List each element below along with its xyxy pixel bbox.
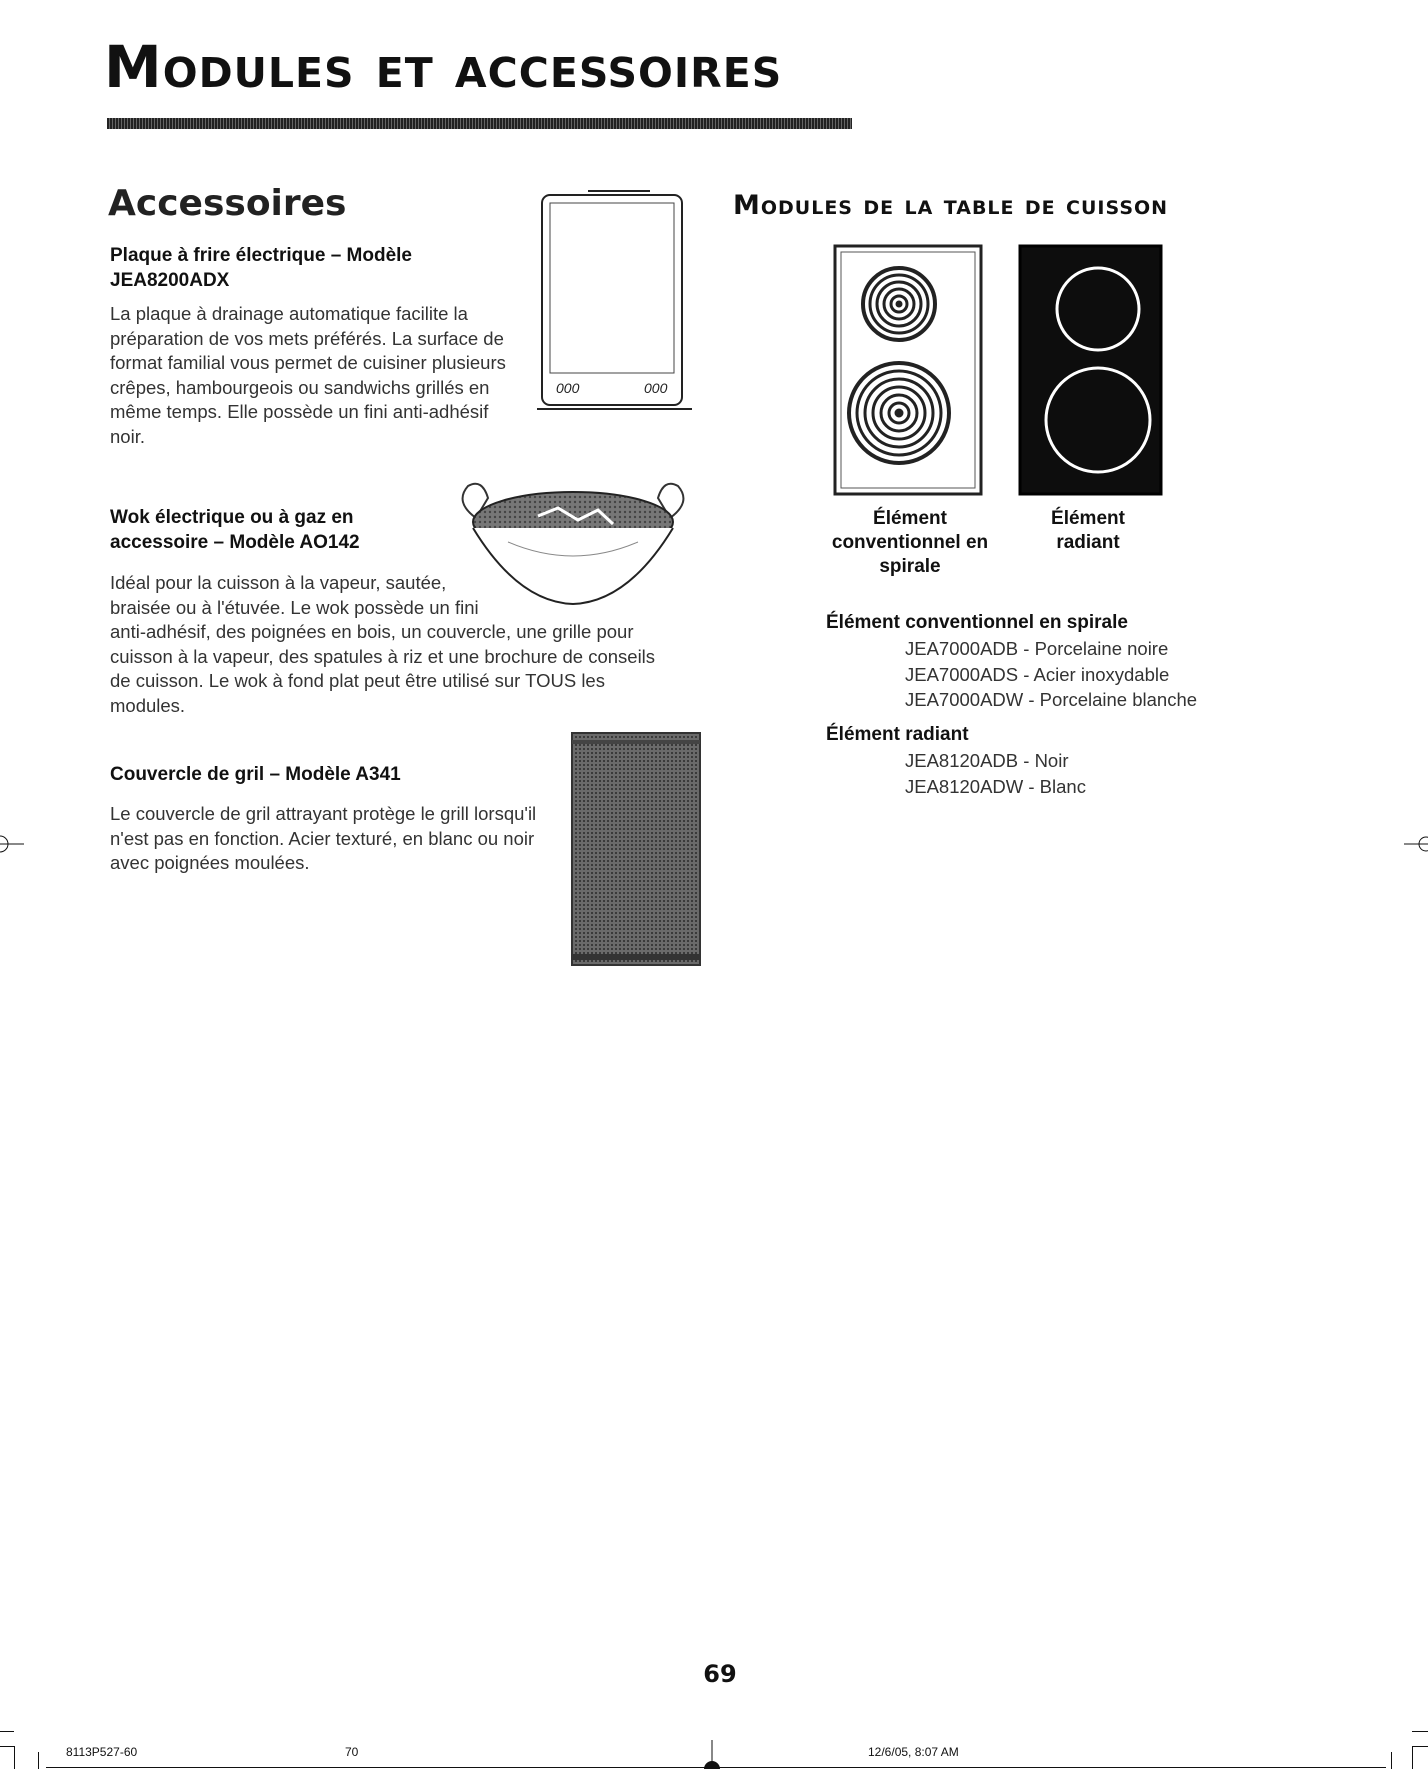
radiant-model-list (905, 748, 1086, 799)
footer-datetime: 12/6/05, 8:07 AM (868, 1745, 959, 1759)
crop-mark (38, 1752, 39, 1769)
grill-cover-illustration (571, 732, 701, 966)
registration-mark-right (1404, 832, 1428, 856)
radiant-element-label: Élément radiant (1051, 508, 1125, 553)
grill-cover-heading: Couvercle de gril – Modèle A341 (110, 764, 401, 785)
list-item: JEA8120ADB - Noir (905, 750, 1069, 771)
modules-heading: Modules de la table de cuisson (733, 190, 1169, 221)
griddle-illustration (532, 187, 697, 422)
page-number: 69 (703, 1660, 737, 1688)
footer-doc-code: 8113P527-60 (66, 1745, 138, 1759)
radiant-element-illustration (1018, 244, 1163, 496)
list-item: JEA7000ADW - Porcelaine blanche (905, 689, 1198, 710)
crop-mark (0, 1731, 14, 1732)
list-item: JEA7000ADB - Porcelaine noire (905, 638, 1169, 659)
coil-element-label: Élément conventionnel en spirale (831, 508, 989, 577)
crop-mark (1412, 1731, 1428, 1732)
svg-text:000: 000 (644, 380, 668, 396)
crop-mark (14, 1746, 15, 1769)
coil-element-illustration (833, 244, 983, 496)
registration-mark-left (0, 832, 24, 856)
radiant-section-heading: Élément radiant (826, 724, 969, 745)
footer-sheet-number: 70 (345, 1745, 359, 1759)
coil-model-list (905, 636, 1197, 713)
accessories-heading: Accessoires (108, 183, 347, 224)
crop-mark (1391, 1752, 1392, 1769)
page-title: Modules et accessoires (104, 33, 783, 101)
coil-section-heading: Élément conventionnel en spirale (826, 612, 1128, 633)
crop-mark (1412, 1746, 1428, 1747)
crop-mark (0, 1746, 14, 1747)
list-item: JEA8120ADW - Blanc (905, 775, 1086, 797)
wok-heading: Wok électrique ou à gaz en accessoire – Modèle AO142 (110, 507, 360, 553)
grill-cover-description: Le couvercle de gril attrayant protège le grill lorsqu'il n'est pas en fonction. Acier texturé, en blanc ou noir avec poignées moulées. (110, 803, 537, 873)
griddle-description: La plaque à drainage automatique facilite la préparation de vos mets préférés. La surface de format familial vous permet de cuisiner plusieurs crêpes, hambourgeois ou sandwichs grillés en même temps. Elle possède un fini anti-adhésif noir. (110, 303, 506, 447)
wok-description-bottom: anti-adhésif, des poignées en bois, un couvercle, une grille pour cuisson à la vapeur, des spatules à riz et une brochure de conseils de cuisson. Le wok à fond plat peut être utilisé sur TOUS les modules. (110, 621, 656, 716)
registration-mark-bottom (700, 1740, 724, 1769)
crop-mark (1412, 1746, 1413, 1769)
griddle-heading: Plaque à frire électrique – Modèle JEA8200ADX (110, 245, 412, 291)
footer-rule (46, 1767, 1386, 1768)
title-rule (107, 118, 852, 129)
wok-description-top: Idéal pour la cuisson à la vapeur, sautée, braisée ou à l'étuvée. Le wok possède un fini (110, 572, 479, 618)
wok-illustration (448, 480, 698, 610)
list-item: JEA7000ADS - Acier inoxydable (905, 663, 1170, 685)
svg-text:000: 000 (556, 380, 580, 396)
